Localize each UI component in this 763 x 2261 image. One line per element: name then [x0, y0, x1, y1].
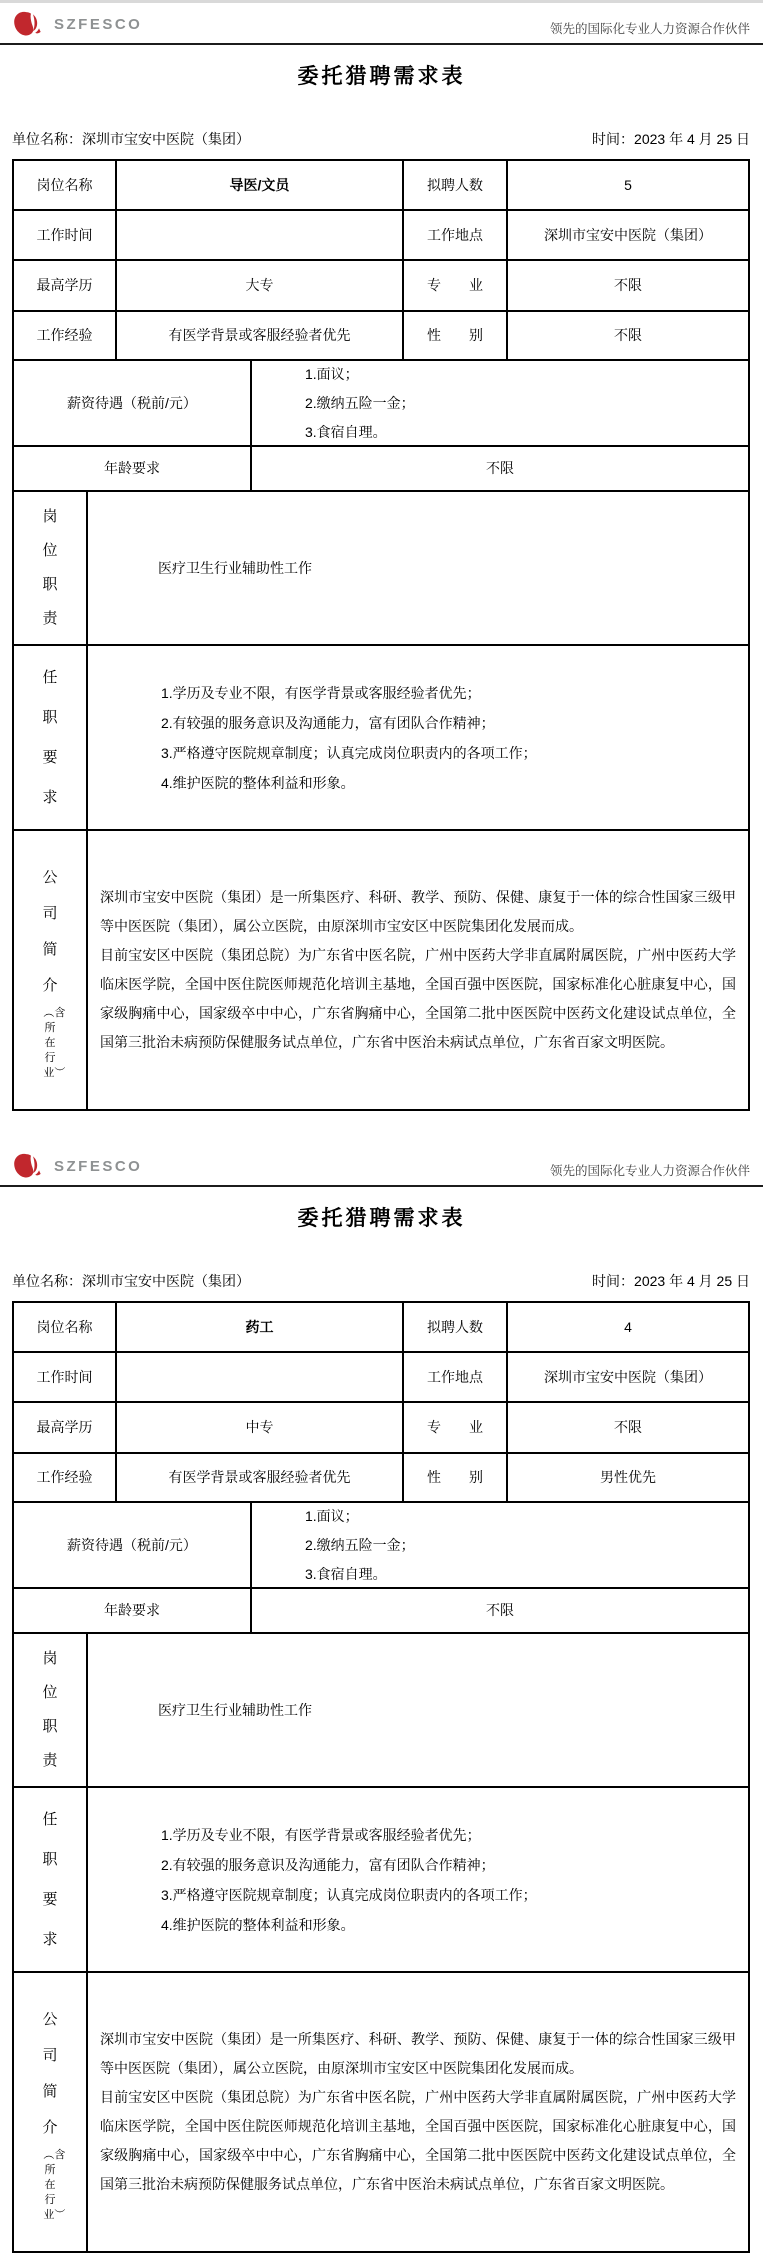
- location-value-cell: 深圳市宝安中医院（集团）: [544, 226, 712, 243]
- szfesco-logo-icon: [13, 1153, 45, 1180]
- requirement-line: 2.有较强的服务意识及沟通能力，富有团队合作精神；: [161, 714, 495, 731]
- company-profile-paragraph: 深圳市宝安中医院（集团）是一所集医疗、科研、教学、预防、保健、康复于一体的综合性国家三级甲等中医医院（集团），属公立医院，由原深圳市宝安区中医院集团化发展而成。: [100, 889, 736, 934]
- major-label-cell: 专 业: [404, 1403, 508, 1452]
- gender-label-cell: 性 别: [404, 1454, 508, 1501]
- unit-name: [12, 1271, 250, 1291]
- worktime-row: [14, 211, 748, 261]
- education-row: [14, 1403, 748, 1454]
- requirement-line: 4.维护医院的整体利益和形象。: [161, 774, 355, 791]
- unit-name-value: 深圳市宝安中医院（集团）: [82, 1273, 250, 1289]
- education-label-cell: 最高学历: [14, 1403, 117, 1452]
- salary-line: 1.面议；: [305, 365, 359, 382]
- date-value: 2023 年 4 月 25 日: [634, 1273, 750, 1289]
- major-label-cell: 专 业: [404, 261, 508, 310]
- experience-value-cell: 有医学背景或客服经验者优先: [117, 1454, 404, 1501]
- unit-name: [12, 129, 250, 149]
- requirements-row: [14, 646, 748, 831]
- location-label-cell: 工作地点: [404, 1353, 508, 1401]
- requirements-label-cell: [14, 646, 88, 829]
- salary-row: [14, 361, 748, 447]
- szfesco-logo: [13, 1153, 142, 1180]
- requirement-line: 1.学历及专业不限，有医学背景或客服经验者优先；: [161, 684, 481, 701]
- position-label-cell: 岗位名称: [14, 161, 117, 209]
- experience-label-cell: 工作经验: [14, 312, 117, 359]
- age-value-cell: 不限: [486, 1602, 514, 1619]
- major-value-cell: 不限: [614, 1419, 642, 1436]
- salary-row: [14, 1503, 748, 1589]
- unit-name-label: 单位名称：: [12, 1273, 82, 1289]
- experience-row: [14, 312, 748, 361]
- form-title: 委托猎聘需求表: [297, 1207, 466, 1230]
- requirements-table: [12, 159, 750, 1111]
- form-title: 委托猎聘需求表: [297, 65, 466, 88]
- position-row: [14, 1303, 748, 1353]
- company-profile-row: [14, 1973, 748, 2251]
- location-label-cell: 工作地点: [404, 211, 508, 259]
- age-value-cell: 不限: [486, 460, 514, 477]
- worktime-label-cell: 工作时间: [14, 1353, 117, 1401]
- age-row: [14, 1589, 748, 1634]
- requirement-line: 3.严格遵守医院规章制度；认真完成岗位职责内的各项工作；: [161, 744, 537, 761]
- form-date: [592, 129, 750, 149]
- form-meta-row: [12, 129, 750, 149]
- education-value-cell: 大专: [117, 261, 404, 310]
- age-label-cell: 年龄要求: [14, 447, 252, 490]
- company-profile-paragraph: 深圳市宝安中医院（集团）是一所集医疗、科研、教学、预防、保健、康复于一体的综合性国家三级甲等中医医院（集团），属公立医院，由原深圳市宝安区中医院集团化发展而成。: [100, 2031, 736, 2076]
- salary-line: 1.面议；: [305, 1507, 359, 1524]
- header-divider: [0, 43, 763, 45]
- position-value-cell: 导医/文员: [117, 161, 404, 209]
- salary-label-cell: 薪资待遇（税前/元）: [14, 361, 252, 445]
- worktime-label-cell: 工作时间: [14, 211, 117, 259]
- form-page-2: [0, 1145, 763, 2253]
- gender-value-cell: 男性优先: [600, 1469, 656, 1486]
- requirement-line: 4.维护医院的整体利益和形象。: [161, 1916, 355, 1933]
- company-profile-label: 公司简介: [42, 868, 58, 994]
- page-header: [0, 1151, 763, 1185]
- szfesco-logo-icon: [13, 11, 45, 38]
- company-profile-row: [14, 831, 748, 1109]
- education-value-cell: 中专: [117, 1403, 404, 1452]
- company-profile-label-cell: [14, 831, 88, 1109]
- position-row: [14, 161, 748, 211]
- salary-label-cell: 薪资待遇（税前/元）: [14, 1503, 252, 1587]
- experience-value-cell: 有医学背景或客服经验者优先: [117, 312, 404, 359]
- education-label-cell: 最高学历: [14, 261, 117, 310]
- unit-name-label: 单位名称：: [12, 131, 82, 147]
- requirements-label: 任职要求: [42, 668, 58, 806]
- unit-name-value: 深圳市宝安中医院（集团）: [82, 131, 250, 147]
- page-header: [0, 9, 763, 43]
- age-label-cell: 年龄要求: [14, 1589, 252, 1632]
- duty-label: 岗位职责: [42, 1650, 58, 1769]
- gender-label-cell: 性 别: [404, 312, 508, 359]
- salary-line: 3.食宿自理。: [305, 1565, 387, 1582]
- company-profile-label-cell: [14, 1973, 88, 2251]
- experience-row: [14, 1454, 748, 1503]
- header-divider: [0, 1185, 763, 1187]
- requirements-label: 任职要求: [42, 1810, 58, 1948]
- headcount-label-cell: 拟聘人数: [404, 161, 508, 209]
- headcount-value-cell: 5: [624, 176, 632, 193]
- header-tagline: 领先的国际化专业人力资源合作伙伴: [549, 22, 750, 36]
- company-profile-label-sub: ︵含所在行业︶: [43, 1006, 66, 1079]
- requirements-value-cell: [88, 646, 748, 829]
- location-value-cell: 深圳市宝安中医院（集团）: [544, 1368, 712, 1385]
- major-value-cell: 不限: [614, 277, 642, 294]
- headcount-label-cell: 拟聘人数: [404, 1303, 508, 1351]
- company-profile-paragraph: 目前宝安区中医院（集团总院）为广东省中医名院，广州中医药大学非直属附属医院，广州中医药大学临床医学院，全国中医住院医师规范化培训主基地，全国百强中医医院，国家标准化心脏康复中心，国家级胸痛中心，国家级卒中中心，广东省胸痛中心，全国第二批中医医院中医药文化建设试点单位，全国第三批治未病预防保健服务试点单位，广东省中医治未病试点单位，广东省百家文明医院。: [100, 947, 736, 1050]
- worktime-row: [14, 1353, 748, 1403]
- position-label-cell: 岗位名称: [14, 1303, 117, 1351]
- duty-row: [14, 1634, 748, 1788]
- requirement-line: 1.学历及专业不限，有医学背景或客服经验者优先；: [161, 1826, 481, 1843]
- salary-value-cell: [252, 1503, 748, 1587]
- duty-row: [14, 492, 748, 646]
- szfesco-logo: [13, 11, 142, 38]
- salary-line: 2.缴纳五险一金；: [305, 394, 415, 411]
- requirement-line: 2.有较强的服务意识及沟通能力，富有团队合作精神；: [161, 1856, 495, 1873]
- age-row: [14, 447, 748, 492]
- position-value-cell: 药工: [117, 1303, 404, 1351]
- worktime-value-cell: [117, 211, 404, 259]
- form-date: [592, 1271, 750, 1291]
- date-value: 2023 年 4 月 25 日: [634, 131, 750, 147]
- company-profile-paragraph: 目前宝安区中医院（集团总院）为广东省中医名院，广州中医药大学非直属附属医院，广州中医药大学临床医学院，全国中医住院医师规范化培训主基地，全国百强中医医院，国家标准化心脏康复中心，国家级胸痛中心，国家级卒中中心，广东省胸痛中心，全国第二批中医医院中医药文化建设试点单位，全国第三批治未病预防保健服务试点单位，广东省中医治未病试点单位，广东省百家文明医院。: [100, 2089, 736, 2192]
- company-profile-value-cell: [88, 1973, 748, 2251]
- form-meta-row: [12, 1271, 750, 1291]
- duty-value-cell: 医疗卫生行业辅助性工作: [158, 559, 312, 576]
- salary-line: 3.食宿自理。: [305, 423, 387, 440]
- requirements-label-cell: [14, 1788, 88, 1971]
- form-page-1: [0, 3, 763, 1111]
- logo-text: SZFESCO: [54, 16, 143, 33]
- duty-value-cell: 医疗卫生行业辅助性工作: [158, 1701, 312, 1718]
- requirements-value-cell: [88, 1788, 748, 1971]
- logo-text: SZFESCO: [54, 1158, 143, 1175]
- gender-value-cell: 不限: [614, 327, 642, 344]
- requirement-line: 3.严格遵守医院规章制度；认真完成岗位职责内的各项工作；: [161, 1886, 537, 1903]
- worktime-value-cell: [117, 1353, 404, 1401]
- headcount-value-cell: 4: [624, 1318, 632, 1335]
- date-label: 时间：: [592, 131, 635, 147]
- salary-line: 2.缴纳五险一金；: [305, 1536, 415, 1553]
- experience-label-cell: 工作经验: [14, 1454, 117, 1501]
- duty-label: 岗位职责: [42, 508, 58, 627]
- requirements-table: [12, 1301, 750, 2253]
- education-row: [14, 261, 748, 312]
- header-tagline: 领先的国际化专业人力资源合作伙伴: [549, 1164, 750, 1178]
- duty-label-cell: [14, 492, 88, 644]
- company-profile-value-cell: [88, 831, 748, 1109]
- company-profile-label-sub: ︵含所在行业︶: [43, 2148, 66, 2221]
- duty-label-cell: [14, 1634, 88, 1786]
- salary-value-cell: [252, 361, 748, 445]
- company-profile-label: 公司简介: [42, 2010, 58, 2136]
- requirements-row: [14, 1788, 748, 1973]
- date-label: 时间：: [592, 1273, 635, 1289]
